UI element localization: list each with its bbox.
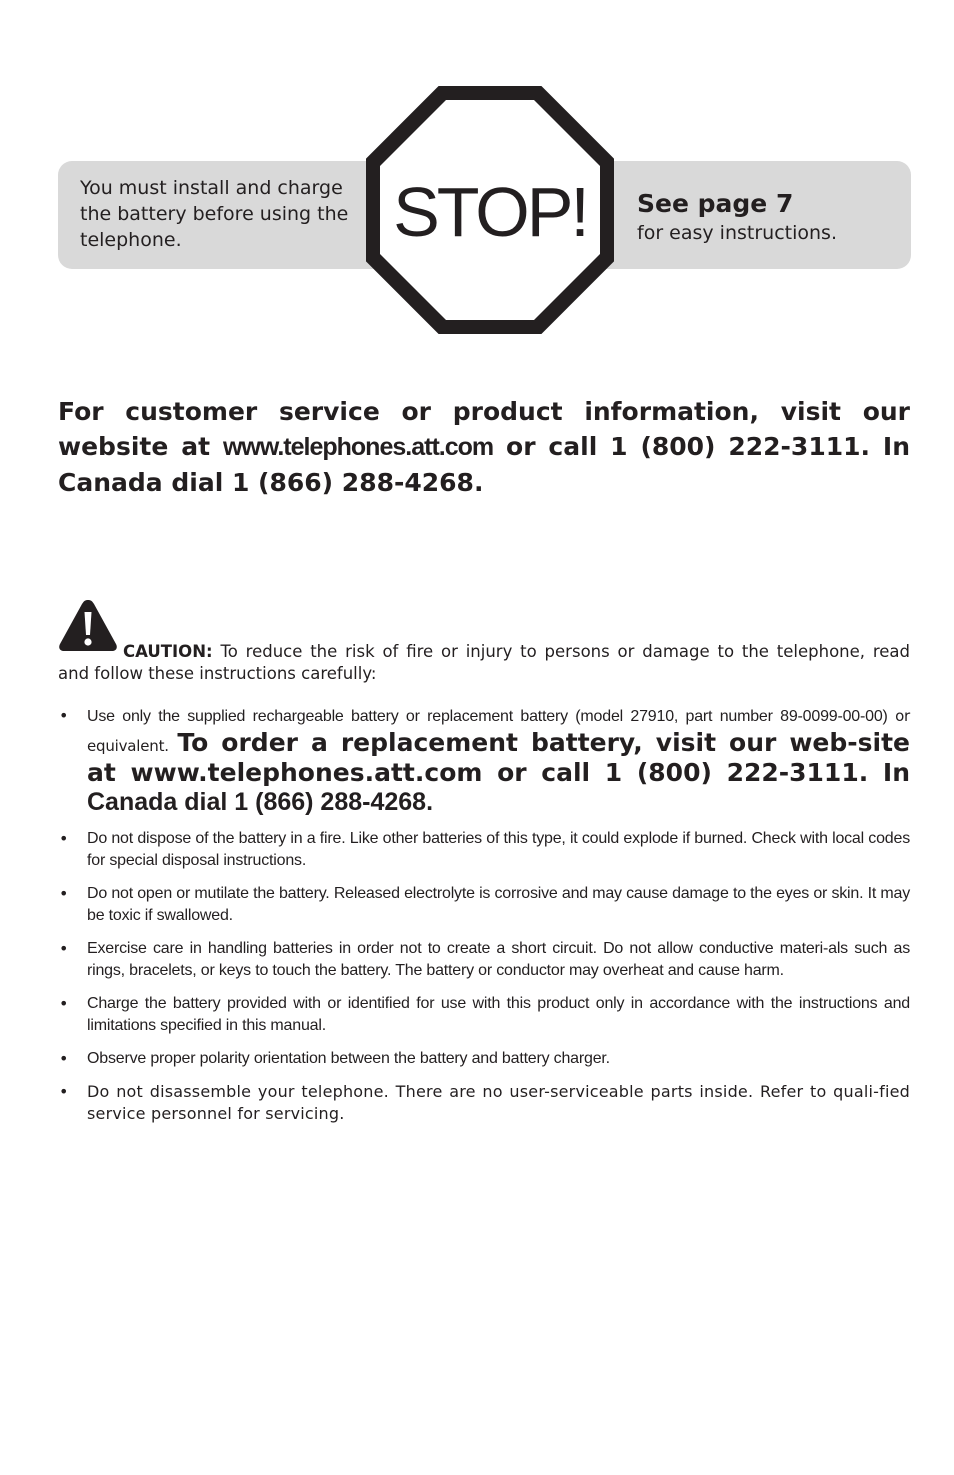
bullet-dot: • [59,939,69,958]
bullet-text: Observe proper polarity orientation between the battery and battery charger. [87,1050,610,1067]
caution-line-1 [58,641,910,663]
bullet-text: Do not dispose of the battery in a fire. Like other batteries of this type, it could explode if burned. Check with local codes for special disposal instructions. [87,830,910,869]
see-page-title: See page 7 [637,189,794,218]
bullet-text: Do not disassemble your telephone. There are no user-serviceable parts inside. Refer to quali-fied service personnel for servicing. [87,1082,910,1123]
caution-paragraph [58,641,910,685]
list-item [58,938,910,982]
list-item [58,828,910,872]
replacement-battery-emphasis: To order a replacement battery, visit our web-site at www.telephones.att.com or call 1 (800) 222-3111. In [87,728,911,787]
install-battery-note: You must install and charge the battery before using the telephone. [80,177,349,251]
see-page-subtitle: for easy instructions. [637,222,837,244]
list-item [58,883,910,927]
list-item [58,1081,910,1125]
bullet-text: Do not open or mutilate the battery. Released electrolyte is corrosive and may cause damage to the eyes or skin. It may be toxic if swallowed. [87,885,910,924]
bullet-text [87,705,910,817]
see-page-note [637,188,897,246]
service-lead: For customer service or product information, visit our website at [58,397,910,461]
bullet-text-main: Use only the supplied rechargeable battery or replacement battery (model 27910, part number 89-0099-00-00) [87,708,888,725]
bullet-text: Charge the battery provided with or identified for use with this product only in accordance with the instructions and limitations specified in this manual. [87,995,910,1034]
bullet-dot: • [59,829,69,848]
bullet-dot: • [59,1049,69,1068]
bullet-dot: • [59,1082,69,1101]
bullet-text: Exercise care in handling batteries in order not to create a short circuit. Do not allow conductive materi-als such as rings, bracelets, or keys to touch the battery. The battery or conductor may overheat and cause harm. [87,940,910,979]
battery-safety-list [58,705,910,1136]
stop-label: STOP! [393,173,587,251]
service-phone: or call 1 (800) 222-3111. In Canada dial 1 (866) 288-4268. [58,432,910,497]
list-item [58,1048,910,1070]
list-item [58,993,910,1037]
caution-text-2: and follow these instructions carefully: [58,664,377,683]
list-item [58,705,910,817]
replacement-battery-emphasis-tail: Canada dial 1 (866) 288-4268. [87,788,434,816]
bullet-dot: • [59,884,69,903]
caution-text-1: To reduce the risk of fire or injury to persons or damage to the telephone, read [220,642,911,661]
caution-label: CAUTION: [123,642,213,661]
customer-service-info [58,394,910,500]
bullet-dot: • [59,706,69,725]
website-link: www.telephones.att.com [222,433,494,461]
bullet-text-tail: or equivalent. [87,707,911,755]
bullet-dot: • [59,994,69,1013]
